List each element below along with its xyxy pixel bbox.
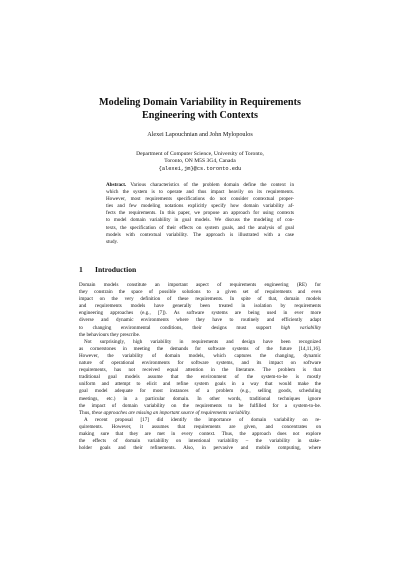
body-line: Thus, <box>79 409 92 416</box>
abstract-line: Various characteristics of the problem domain define the context in <box>130 182 294 188</box>
section-title: Introduction <box>95 265 137 274</box>
author-email: {alexei,jm}@cs.toronto.edu <box>158 165 242 172</box>
abstract-line: which the system is to operate and thus impact heavily on its requirements. <box>106 189 294 196</box>
body-line: diverse and dynamic environments where they have to routinely and efficiently adapt <box>79 317 321 324</box>
body-line: However, the variability of domain models, which captures the changing, dynamic <box>79 352 321 359</box>
authors: Alexei Lapouchnian and John Mylopoulos <box>147 131 253 138</box>
emphasis: high variability <box>281 324 321 331</box>
abstract-label: Abstract. <box>106 182 127 188</box>
abstract-line: study. <box>106 238 118 245</box>
abstract <box>106 182 294 246</box>
body-line: holder goals and their refinements. Also, in pervasive and mobile computing, where <box>79 445 321 452</box>
body-line: the effects of domain variability on intentional variability – the variability in stake- <box>79 438 321 445</box>
body-line: making sure that they are met in every context. Thus, the approach does not explore <box>79 430 321 437</box>
body-line: nature of operational environments for software systems, and its impact on software <box>79 360 321 367</box>
abstract-line: to model domain variability in goal models. We discuss the modeling of con- <box>106 217 294 224</box>
affiliation-line: Department of Computer Science, University of Toronto, <box>136 151 264 157</box>
body-line: Not surprisingly, high variability in requirements and design have been recognized <box>84 338 321 345</box>
body-line: A recent proposal [17] did identify the importance of domain variability on re- <box>84 416 321 423</box>
emphasis: these approaches are missing an important source of requirements variability. <box>91 409 251 416</box>
body-line: quirements. However, it assumes that requirements are given, and concentrates on <box>79 423 321 430</box>
body-line: the impact of domain variability on the requirements to be fulfilled for a system-to-be. <box>79 402 321 409</box>
section-heading <box>79 265 136 274</box>
body-line: Domain models constitute an important aspect of requirements engineering (RE) for <box>79 282 321 288</box>
paper-title <box>0 96 400 122</box>
body-line: the behaviours they prescribe. <box>79 331 141 338</box>
abstract-line: ties and few modeling notations explicitly specify how domain variability af- <box>106 203 294 210</box>
title-line: Modeling Domain Variability in Requirements <box>99 97 301 108</box>
body-text <box>79 282 321 452</box>
body-line: they constrain the space of possible solutions to a given set of requirements and even <box>79 289 321 296</box>
body-line: and requirements models have generally been treated in isolation by requirements <box>79 303 321 310</box>
affiliation <box>0 151 400 173</box>
section-number: 1 <box>79 265 83 274</box>
body-line: requirements, has not received equal attention in the literature. The problem is that <box>79 367 321 374</box>
abstract-line: However, most requirements specifications do not consider contextual proper- <box>106 196 294 203</box>
affiliation-line: Toronto, ON M5S 3G4, Canada <box>164 158 236 165</box>
body-line: traditional goal models assume that the environment of the system-to-be is mostly <box>79 374 321 381</box>
body-line: as cornerstones in meeting the demands for software systems of the future [14,11,16]. <box>79 345 321 352</box>
body-line: engineering approaches (e.g., [7]). As software systems are being used in ever more <box>79 310 321 317</box>
abstract-line: models with contextual variability. The approach is illustrated with a case <box>106 231 294 238</box>
body-line: meetings, etc.) in a particular domain. In other words, traditional techniques ignore <box>79 395 321 402</box>
abstract-line: fects the requirements. In this paper, we propose an approach for using contexts <box>106 210 294 217</box>
body-line: uniform and attempt to elicit and refine system goals in a way that would make the <box>79 381 321 388</box>
body-line: impact on the very definition of these requirements. In spite of that, domain models <box>79 296 321 303</box>
body-line: goal model adequate for most instances of a problem (e.g., selling goods, scheduling <box>79 388 321 395</box>
title-line: Engineering with Contexts <box>141 110 259 121</box>
body-line: to changing environmental conditions, their designs must support <box>79 324 281 331</box>
abstract-line: texts, the specification of their effects on system goals, and the analysis of goal <box>106 224 294 231</box>
